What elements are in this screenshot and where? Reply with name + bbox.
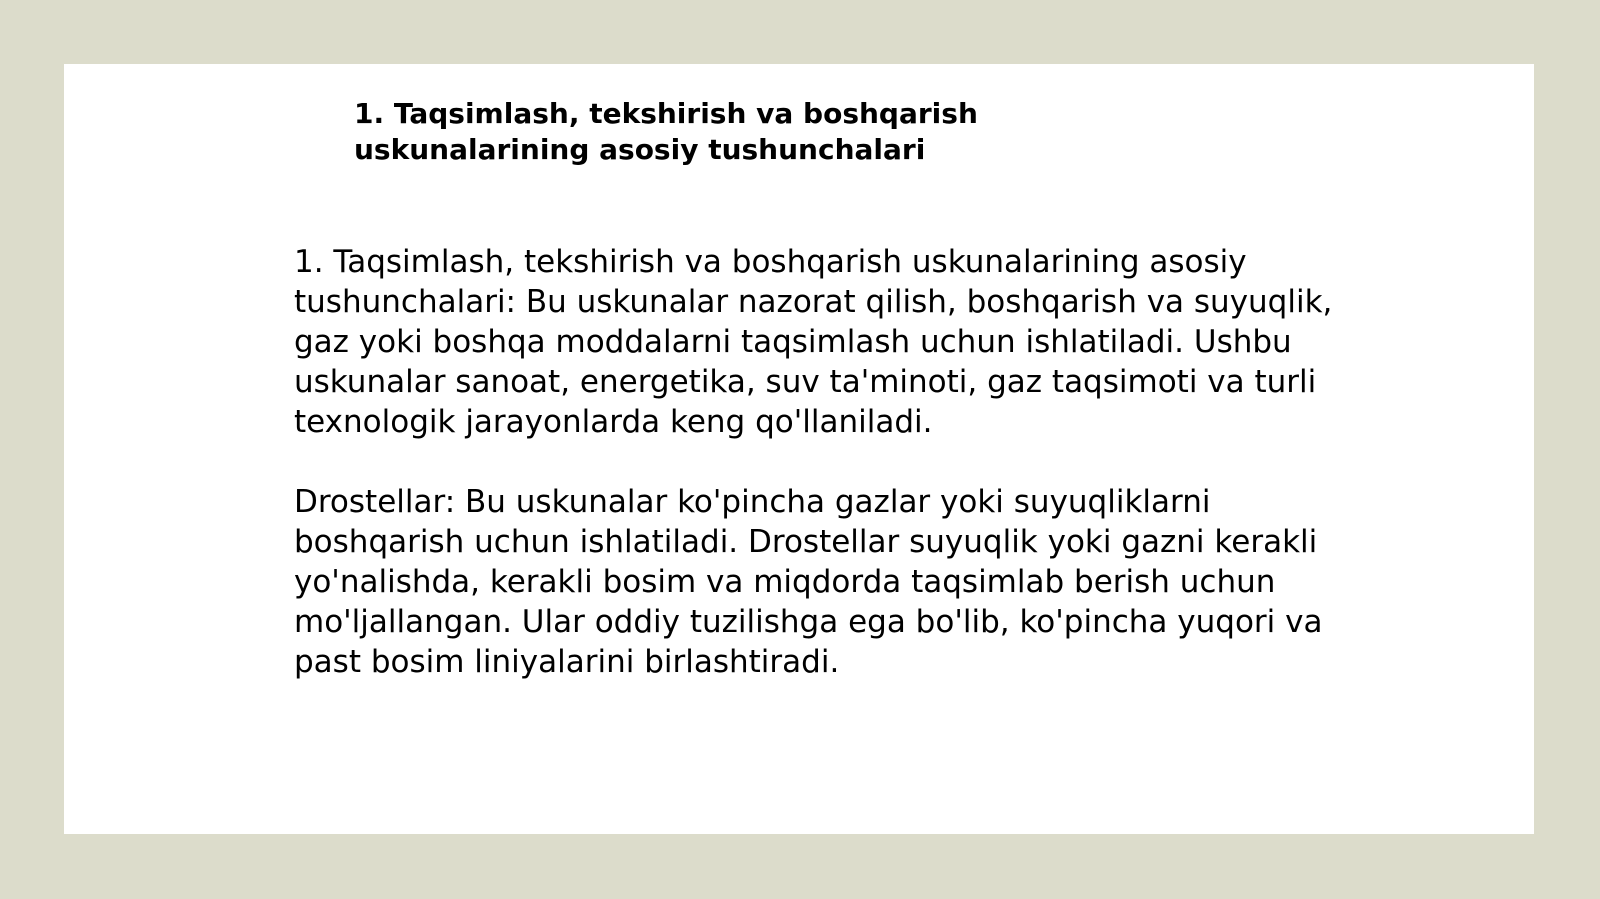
body-paragraph-intro: 1. Taqsimlash, tekshirish va boshqarish uskunalarining asosiy tushunchalari: Bu uskunalar nazorat qilish, boshqarish va suyuqlik, gaz yoki boshqa moddalarni taqsimlash uchun ishlatiladi. Ushbu uskunalar sanoat, energetika, suv ta'minoti, gaz taqsimoti va turli texnologik jarayonlarda keng qo'llaniladi. bbox=[294, 244, 1333, 440]
slide bbox=[64, 64, 1534, 834]
slide-title: 1. Taqsimlash, tekshirish va boshqarish uskunalarining asosiy tushunchalari bbox=[354, 97, 978, 166]
slide-body bbox=[294, 242, 1354, 722]
body-paragraph-drostellar: Drostellar: Bu uskunalar ko'pincha gazlar yoki suyuqliklarni boshqarish uchun ishlatiladi. Drostellar suyuqlik yoki gazni kerakli yo'nalishda, kerakli bosim va miqdorda taqsimlab berish uchun mo'ljallangan. Ular oddiy tuzilishga ega bo'lib, ko'pincha yuqori va past bosim liniyalarini birlashtiradi. bbox=[294, 484, 1323, 680]
